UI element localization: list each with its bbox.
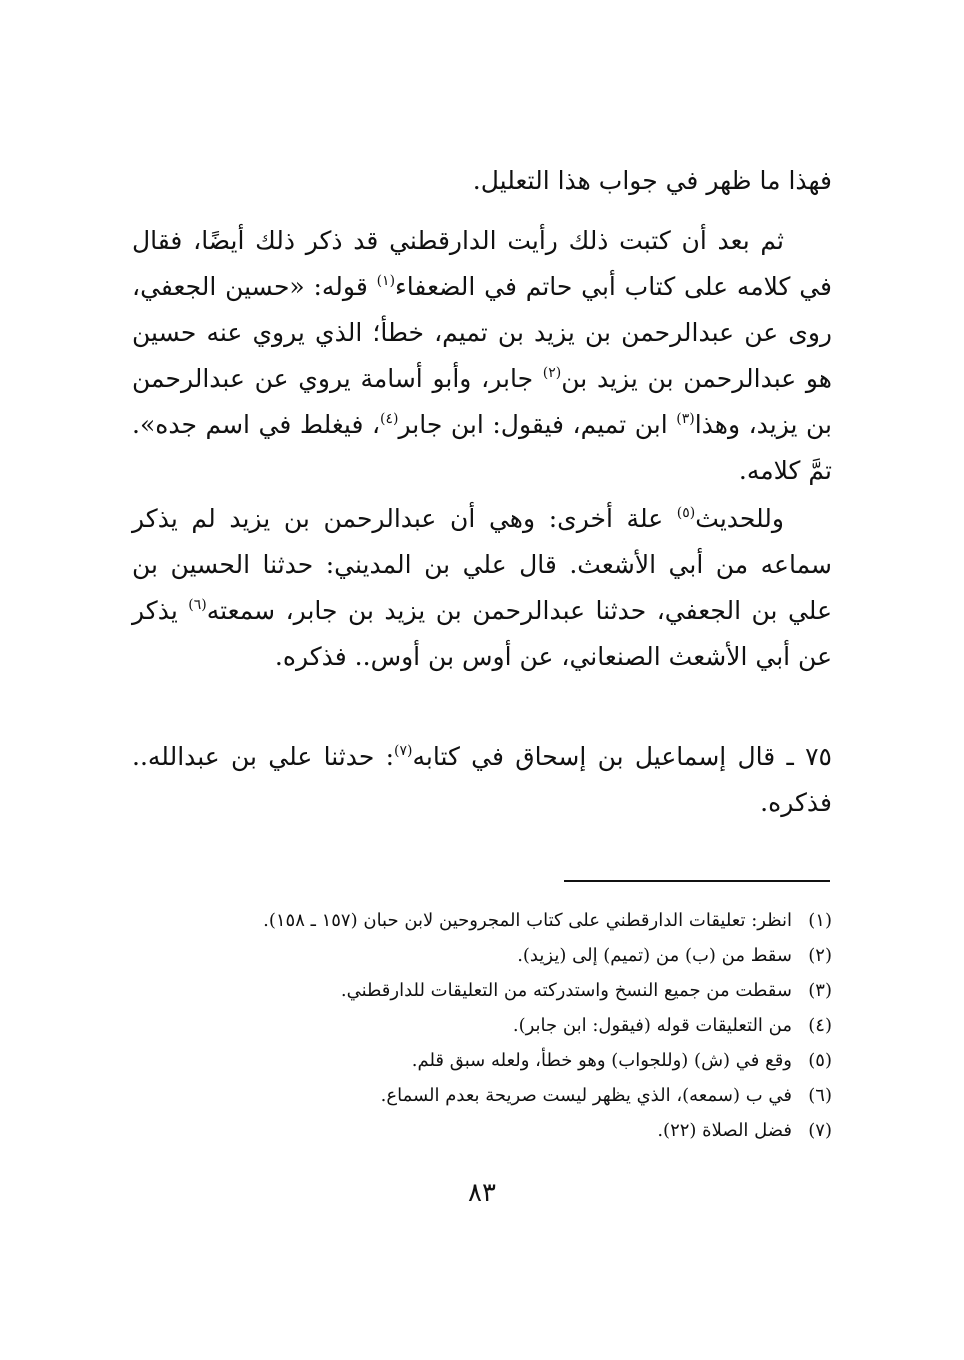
footnote-ref-6: (٦) — [188, 597, 207, 613]
paragraph-4-text: : حدثنا علي بن عبدالله.. فذكره. — [132, 742, 832, 817]
footnote — [120, 1008, 832, 1043]
footnote — [120, 1113, 832, 1148]
footnote-ref-3: (٣) — [676, 411, 695, 427]
paragraph-3-text: علة أخرى: وهي أن عبدالرحمن بن يزيد لم يذكر سماعه من أبي الأشعث. قال علي بن المديني: حدثنا الحسين بن علي بن الجعفي، حدثنا عبدالرحمن بن يزيد بن جابر، سمعته — [132, 504, 832, 625]
footnote — [120, 903, 832, 938]
footnote-ref-1: (١) — [376, 273, 396, 289]
paragraph-2-text: جابر، وأبو أسامة يروي عن عبدالرحمن بن يزيد، وهذا — [132, 364, 833, 439]
paragraph-4-text: ٧٥ ـ قال إسماعيل بن إسحاق في كتابه — [412, 742, 832, 771]
paragraph-1-text: فهذا ما ظهر في جواب هذا التعليل. — [472, 166, 832, 195]
footnote-number: (٦) — [808, 1085, 832, 1106]
paragraph-1 — [132, 158, 832, 204]
footnote-separator — [564, 880, 830, 882]
paragraph-3-text: وللحديث — [695, 504, 784, 533]
paragraph-2-text: ابن تميم، فيقول: ابن جابر — [398, 410, 677, 439]
paragraph-2 — [132, 218, 832, 494]
footnote-number: (٧) — [808, 1120, 832, 1141]
footnote-text: في ب (سمعه)، الذي يظهر ليست صريحة بعدم السماع. — [380, 1085, 792, 1106]
footnote-ref-5: (٥) — [676, 505, 696, 521]
footnote-text: سقطت من جميع النسخ واستدركته من التعليقات للدارقطني. — [340, 980, 792, 1001]
footnote-text: فضل الصلاة (٢٢). — [657, 1120, 792, 1141]
footnote-text: من التعليقات قوله (فيقول: ابن جابر). — [512, 1015, 792, 1036]
footnote-text: سقط من (ب) من (تميم) إلى (يزيد). — [517, 945, 792, 966]
footnotes — [120, 903, 832, 1148]
paragraph-3-text: يذكر عن أبي الأشعث الصنعاني، عن أوس بن أوس.. فذكره. — [132, 596, 832, 671]
footnote-text: وقع في (ش) (وللجواب) وهو خطأ، ولعله سبق قلم. — [411, 1050, 792, 1071]
paragraph-2-text: ثم بعد أن كتبت ذلك رأيت الدارقطني قد ذكر ذلك أيضًا، فقال في كلامه على كتاب أبي حاتم في الضعفاء — [132, 226, 832, 301]
footnote — [120, 1043, 832, 1078]
footnote-number: (٢) — [808, 945, 832, 966]
footnote-ref-2: (٢) — [542, 365, 562, 381]
footnote-ref-4: (٤) — [380, 411, 399, 427]
page-number: ٨٣ — [468, 1178, 496, 1208]
footnote-text: انظر: تعليقات الدارقطني على كتاب المجروحين لابن حبان (١٥٧ ـ ١٥٨). — [263, 910, 792, 931]
footnote — [120, 1078, 832, 1113]
footnote — [120, 973, 832, 1008]
paragraph-2-text: ، فيغلط في اسم جده». تمَّ كلامه. — [132, 410, 832, 485]
paragraph-2-text: قوله: «حسين الجعفي، روى عن عبدالرحمن بن يزيد بن تميم، خطأ؛ الذي يروي عنه حسين هو عبدالرحمن بن يزيد بن — [132, 272, 832, 393]
footnote-number: (١) — [808, 910, 832, 931]
footnote-ref-7: (٧) — [394, 743, 413, 759]
paragraph-4 — [132, 734, 832, 826]
footnote-number: (٥) — [808, 1050, 832, 1071]
footnote-number: (٤) — [808, 1015, 832, 1036]
footnote-number: (٣) — [808, 980, 832, 1001]
paragraph-3 — [132, 496, 832, 680]
footnote — [120, 938, 832, 973]
